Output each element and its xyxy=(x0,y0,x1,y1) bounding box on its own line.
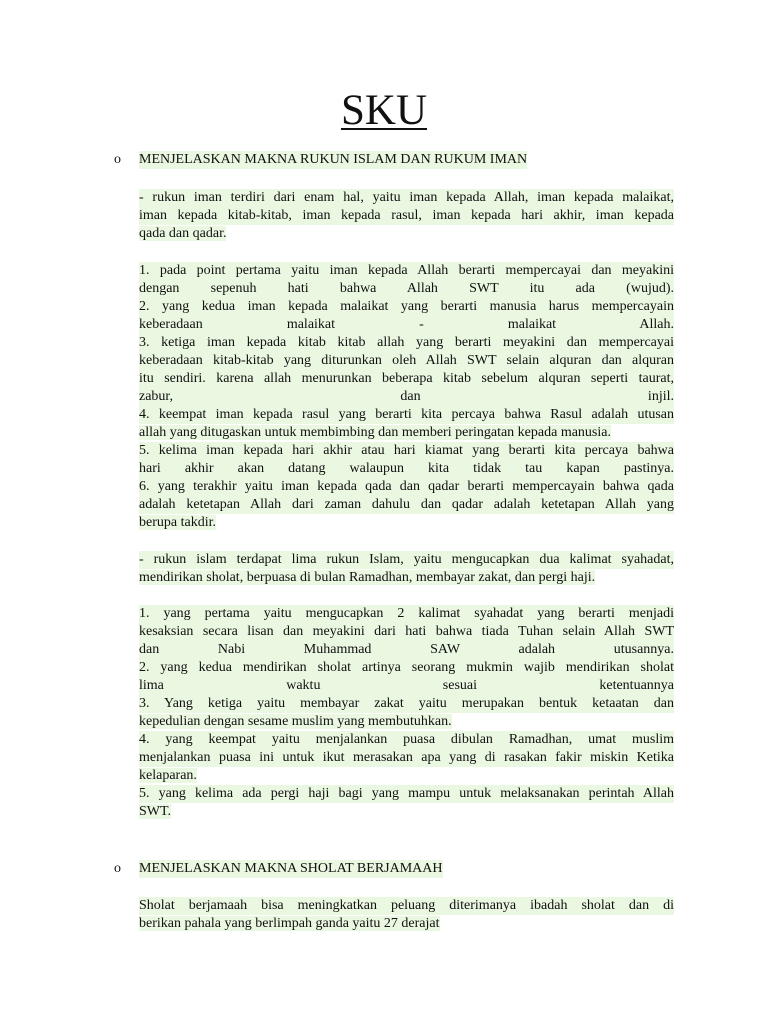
text-line: SWT. xyxy=(139,804,172,819)
text-line: 1. pada point pertama yaitu iman kepada Allah berarti mempercayai dan meyakini xyxy=(139,263,674,278)
text-line: adalah ketetapan Allah dari zaman dahulu dan qadar adalah ketetapan Allah yang xyxy=(139,497,674,512)
paragraph-sholat-berjamaah xyxy=(139,897,674,933)
text-line: lima waktu sesuai ketentuannya xyxy=(139,678,674,693)
title-text: SKU xyxy=(340,87,428,134)
page-title xyxy=(0,86,768,136)
paragraph-rukun-iman xyxy=(139,189,674,243)
text-line: zabur, dan injil. xyxy=(139,389,674,404)
text-line: hari akhir akan datang walaupun kita tidak tau kapan pastinya. xyxy=(139,461,674,476)
section-heading-rukun: MENJELASKAN MAKNA RUKUN ISLAM DAN RUKUM IMAN xyxy=(139,152,528,167)
text-line: kepedulian dengan sesame muslim yang membutuhkan. xyxy=(139,714,452,729)
text-line: iman kepada kitab-kitab, iman kepada rasul, iman kepada hari akhir, iman kepada xyxy=(139,208,674,223)
text-line: 6. yang terakhir yaitu iman kepada qada dan qadar berarti mempercayain bahwa qada xyxy=(139,479,674,494)
text-line: keberadaan kitab-kitab yang diturunkan oleh Allah SWT selain alquran dan alquran xyxy=(139,353,674,368)
text-line: 3. ketiga iman kepada kitab kitab allah yang berarti meyakini dan mempercayai xyxy=(139,335,674,350)
text-line: - rukun islam terdapat lima rukun Islam, yaitu mengucapkan dua kalimat syahadat, xyxy=(139,552,674,567)
text-line: dan Nabi Muhammad SAW adalah utusannya. xyxy=(139,642,674,657)
text-line: allah yang ditugaskan untuk membimbing dan memberi peringatan kepada manusia. xyxy=(139,425,611,440)
paragraph-rukun-islam xyxy=(139,551,674,587)
text-line: 1. yang pertama yaitu mengucapkan 2 kalimat syahadat yang berarti menjadi xyxy=(139,606,674,621)
text-line: kelaparan. xyxy=(139,768,197,783)
paragraph-iman-points xyxy=(139,262,674,532)
text-line: berupa takdir. xyxy=(139,515,216,530)
bullet-marker: o xyxy=(114,861,121,876)
paragraph-islam-points xyxy=(139,605,674,821)
text-line: 4. keempat iman kepada rasul yang berarti kita percaya bahwa Rasul adalah utusan xyxy=(139,407,674,422)
text-line: mendirikan sholat, berpuasa di bulan Ramadhan, membayar zakat, dan pergi haji. xyxy=(139,570,596,585)
text-line: 3. Yang ketiga yaitu membayar zakat yaitu merupakan bentuk ketaatan dan xyxy=(139,696,674,711)
text-line: 2. yang kedua mendirikan sholat artinya seorang mukmin wajib mendirikan sholat xyxy=(139,660,674,675)
text-line: keberadaan malaikat - malaikat Allah. xyxy=(139,317,674,332)
text-line: menjalankan puasa ini untuk ikut merasakan apa yang di rasakan fakir miskin Ketika xyxy=(139,750,674,765)
text-line: dengan sepenuh hati bahwa Allah SWT itu ada (wujud). xyxy=(139,281,674,296)
text-line: 2. yang kedua iman kepada malaikat yang berarti manusia harus mempercayain xyxy=(139,299,674,314)
text-line: - rukun iman terdiri dari enam hal, yaitu iman kepada Allah, iman kepada malaikat, xyxy=(139,190,674,205)
text-line: 5. kelima iman kepada hari akhir atau hari kiamat yang berarti kita percaya bahwa xyxy=(139,443,674,458)
text-line: 4. yang keempat yaitu menjalankan puasa dibulan Ramadhan, umat muslim xyxy=(139,732,674,747)
text-line: kesaksian secara lisan dan meyakini dari hati bahwa tiada Tuhan selain Allah SWT xyxy=(139,624,674,639)
text-line: qada dan qadar. xyxy=(139,226,227,241)
bullet-marker: o xyxy=(114,152,121,167)
text-line: Sholat berjamaah bisa meningkatkan peluang diterimanya ibadah sholat dan di xyxy=(139,898,674,913)
section-heading-sholat: MENJELASKAN MAKNA SHOLAT BERJAMAAH xyxy=(139,861,443,876)
text-line: 5. yang kelima ada pergi haji bagi yang mampu untuk melaksanakan perintah Allah xyxy=(139,786,674,801)
text-line: berikan pahala yang berlimpah ganda yaitu 27 derajat xyxy=(139,916,440,931)
text-line: itu sendiri. karena allah menurunkan beberapa kitab sebelum alquran seperti taurat, xyxy=(139,371,674,386)
